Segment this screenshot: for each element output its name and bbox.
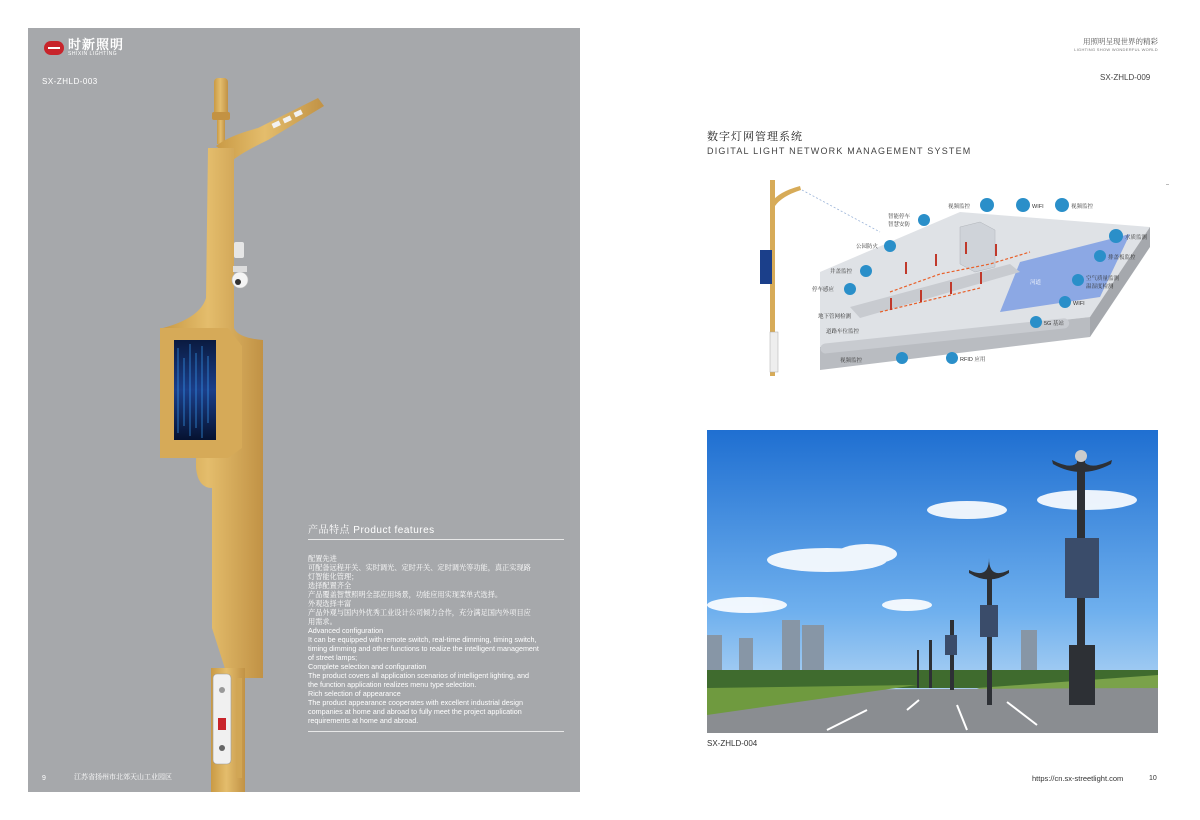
street-photo: [707, 430, 1158, 733]
features-line: companies at home and abroad to fully meet the project application: [308, 707, 522, 716]
label-parking-sense: 停车感应: [812, 287, 835, 293]
video-monitor-icon-bottom: [896, 352, 908, 364]
security-icon: [918, 214, 930, 226]
label-park-fire: 公园防火: [856, 244, 879, 250]
divider: [308, 731, 564, 732]
brand-name-cn: 时新照明: [68, 37, 125, 52]
left-page: [28, 28, 580, 792]
features-line: 产品覆盖智慧照明全部应用场景，功能应用实现菜单式选择。: [308, 590, 503, 599]
camera-icon: [232, 242, 248, 288]
features-line: 用需求。: [308, 617, 337, 626]
slogan: [1074, 38, 1158, 52]
features-line: Complete selection and configuration: [308, 662, 427, 671]
wifi-icon: [1016, 198, 1030, 212]
label-smart-security: 智慧安防: [888, 222, 911, 228]
system-title: [707, 128, 972, 156]
5g-icon: [1030, 316, 1042, 328]
antenna-icon: [212, 78, 230, 144]
model-number-left: SX-ZHLD-003: [42, 77, 98, 86]
system-title-en: DIGITAL LIGHT NETWORK MANAGEMENT SYSTEM: [707, 146, 972, 156]
system-title-cn: 数字灯网管理系统: [707, 131, 803, 143]
label-underground-pipe: 地下管网检测: [818, 314, 852, 320]
label-river: 河道: [1030, 280, 1042, 286]
features-line: requirements at home and abroad.: [308, 716, 419, 725]
fire-icon: [884, 240, 896, 252]
label-rfid: RFID 应用: [960, 357, 986, 363]
wifi-icon-right: [1059, 296, 1071, 308]
features-line: 外观选择丰富: [308, 599, 352, 608]
features-line: Advanced configuration: [308, 626, 384, 635]
features-line: 产品外观与国内外优秀工业设计公司倾力合作，充分满足国内外项目应: [308, 608, 531, 617]
features-body: [308, 554, 564, 725]
photo-caption: SX-ZHLD-004: [707, 739, 758, 748]
features-line: of street lamps;: [308, 653, 358, 662]
features-line: The product covers all application scenarios of intelligent lighting, and: [308, 671, 529, 680]
features-line: 配置先进: [308, 554, 337, 563]
parking-icon: [844, 283, 856, 295]
features-line: 灯智能化管理；: [308, 572, 359, 581]
slogan-cn: 用照明呈现世界的精彩: [1083, 37, 1158, 46]
label-5g-station: 5G 基站: [1044, 321, 1064, 327]
page-number-left: 9: [42, 775, 46, 782]
features-line: the function application realizes menu type selection.: [308, 680, 477, 689]
video-monitor-icon-right: [1055, 198, 1069, 212]
drain-icon: [1094, 250, 1106, 262]
label-air-quality: 空气质量监测: [1086, 276, 1120, 282]
label-video-monitor-bottom: 视频监控: [840, 358, 863, 364]
well-cover-icon: [860, 265, 872, 277]
air-quality-icon: [1072, 274, 1084, 286]
label-video-monitor-top: 视频监控: [948, 204, 971, 210]
website-link[interactable]: https://cn.sx-streetlight.com: [1032, 774, 1124, 783]
label-drain-monitor: 排盖板监控: [1108, 255, 1136, 261]
label-temp-humidity: 温湿度检测: [1086, 284, 1114, 290]
label-video-monitor-right: 视频监控: [1071, 204, 1094, 210]
label-wifi-top: WIFI: [1032, 204, 1044, 210]
features-line: 可配备远程开关、实时调光、定时开关、定时调光等功能，真正实现路: [308, 563, 531, 572]
label-well-cover: 井盖监控: [830, 269, 853, 275]
product-features: [308, 521, 564, 732]
smart-city-diagram: [760, 172, 1170, 382]
company-address: 江苏省扬州市北郊天山工业园区: [74, 774, 172, 781]
features-line: timing dimming and other functions to realize the intelligent management: [308, 644, 539, 653]
brand-name-en: SHIXIN LIGHTING: [68, 51, 118, 57]
led-screen: [174, 340, 216, 440]
page-number-right: 10: [1149, 775, 1157, 782]
features-line: It can be equipped with remote switch, real-time dimming, timing switch,: [308, 635, 537, 644]
label-water-level: 水质监测: [1125, 235, 1148, 241]
label-smart-park: 智能停车: [888, 214, 911, 220]
label-vehicle-monitor: 道路车位监控: [826, 329, 860, 335]
model-number-right: SX-ZHLD-009: [1100, 73, 1151, 82]
label-wifi-right: WIFI: [1073, 301, 1085, 307]
mini-pole-icon: [760, 180, 801, 376]
features-line: 选择配置齐全: [308, 581, 352, 590]
water-quality-icon: [1109, 229, 1123, 243]
features-title: 产品特点 Product features: [308, 521, 564, 540]
video-monitor-icon: [980, 198, 994, 212]
rfid-icon: [946, 352, 958, 364]
features-line: Rich selection of appearance: [308, 689, 401, 698]
features-line: The product appearance cooperates with excellent industrial design: [308, 698, 523, 707]
slogan-en: LIGHTING SHOW WONDERFUL WORLD: [1074, 46, 1158, 52]
